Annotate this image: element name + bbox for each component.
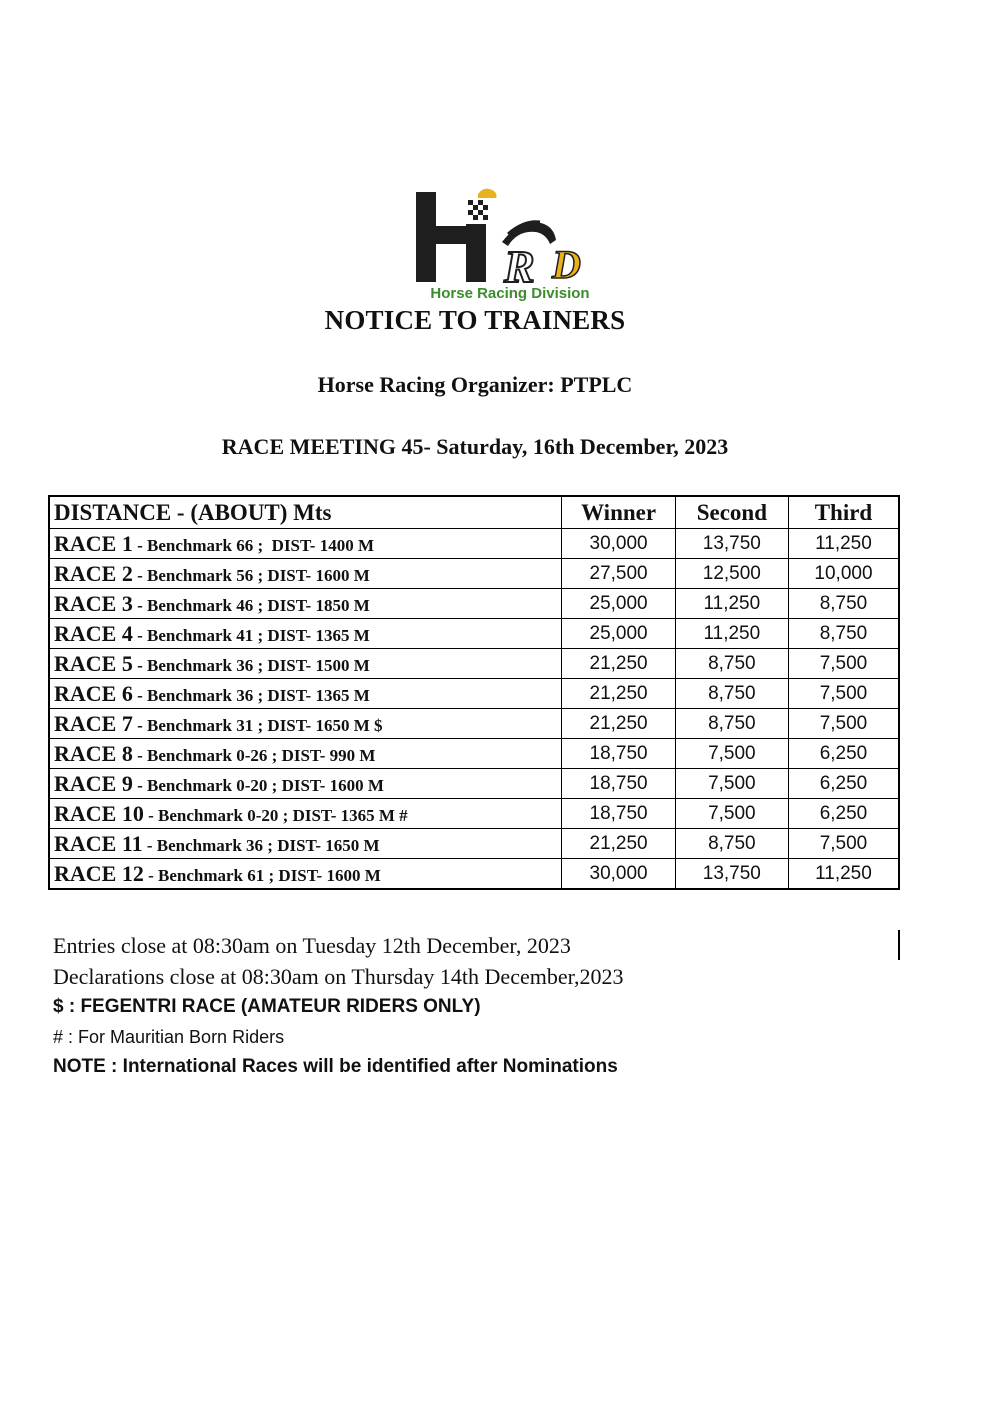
race-detail: - Benchmark 0-20 ; DIST- 1600 M	[132, 775, 384, 795]
race-description-cell	[49, 559, 562, 589]
prize-winner-cell: 30,000	[562, 529, 675, 559]
prize-winner-cell: 27,500	[562, 559, 675, 589]
race-detail: - Benchmark 31 ; DIST- 1650 M $	[132, 715, 383, 735]
prize-winner-cell: 21,250	[562, 829, 675, 859]
table-row	[49, 589, 899, 619]
prize-second-cell: 7,500	[675, 739, 788, 769]
prize-second-cell: 12,500	[675, 559, 788, 589]
prize-winner-cell: 25,000	[562, 589, 675, 619]
prize-third-cell: 10,000	[788, 559, 899, 589]
race-detail: - Benchmark 41 ; DIST- 1365 M	[132, 625, 370, 645]
prize-third-cell: 8,750	[788, 589, 899, 619]
race-description-cell	[49, 769, 562, 799]
race-description-cell	[49, 709, 562, 739]
prize-third-cell: 7,500	[788, 709, 899, 739]
logo-caption: Horse Racing Division	[430, 285, 590, 302]
table-row	[49, 739, 899, 769]
prize-second-cell: 11,250	[675, 589, 788, 619]
race-name: RACE 12	[54, 860, 144, 886]
page-title: NOTICE TO TRAINERS	[324, 305, 626, 335]
race-name: RACE 7	[54, 710, 133, 736]
organizer-line: Horse Racing Organizer: PTPLC	[317, 372, 633, 397]
prize-second-cell: 13,750	[675, 859, 788, 890]
race-name: RACE 8	[54, 740, 133, 766]
table-row	[49, 529, 899, 559]
race-name: RACE 4	[54, 620, 133, 646]
international-note: NOTE : International Races will be identified after Nominations	[53, 1056, 618, 1077]
prize-second-cell: 8,750	[675, 709, 788, 739]
race-description-cell	[49, 649, 562, 679]
race-description-cell	[49, 859, 562, 890]
race-description-cell	[49, 529, 562, 559]
prize-second-cell: 11,250	[675, 619, 788, 649]
race-detail: - Benchmark 36 ; DIST- 1650 M	[142, 835, 380, 855]
declarations-note: Declarations close at 08:30am on Thursday 14th December,2023	[53, 964, 624, 989]
logo-h-crossbar	[436, 226, 466, 244]
prize-winner-cell: 25,000	[562, 619, 675, 649]
prize-third-cell: 6,250	[788, 769, 899, 799]
prize-winner-cell: 21,250	[562, 709, 675, 739]
prize-second-cell: 7,500	[675, 799, 788, 829]
prize-third-cell: 7,500	[788, 649, 899, 679]
race-detail: - Benchmark 0-20 ; DIST- 1365 M #	[143, 805, 408, 825]
notes-section	[53, 930, 903, 1082]
race-name: RACE 6	[54, 680, 133, 706]
race-name: RACE 11	[54, 830, 143, 856]
prize-second-cell: 13,750	[675, 529, 788, 559]
race-name: RACE 2	[54, 560, 133, 586]
table-row	[49, 679, 899, 709]
race-detail: - Benchmark 66 ; DIST- 1400 M	[132, 535, 374, 555]
logo-h-right-bar	[466, 224, 486, 282]
races-table	[48, 495, 900, 890]
jockey-silks-icon	[468, 200, 488, 220]
table-row	[49, 829, 899, 859]
race-detail: - Benchmark 61 ; DIST- 1600 M	[143, 865, 381, 885]
prize-winner-cell: 18,750	[562, 739, 675, 769]
race-detail: - Benchmark 36 ; DIST- 1500 M	[132, 655, 370, 675]
race-detail: - Benchmark 46 ; DIST- 1850 M	[132, 595, 370, 615]
prize-third-cell: 7,500	[788, 679, 899, 709]
race-description-cell	[49, 799, 562, 829]
prize-third-cell: 7,500	[788, 829, 899, 859]
prize-second-cell: 8,750	[675, 679, 788, 709]
header-winner: Winner	[562, 496, 675, 529]
prize-winner-cell: 18,750	[562, 769, 675, 799]
meeting-line: RACE MEETING 45- Saturday, 16th December, 2023	[221, 434, 729, 459]
race-description-cell	[49, 829, 562, 859]
race-description-cell	[49, 619, 562, 649]
prize-winner-cell: 21,250	[562, 679, 675, 709]
race-name: RACE 1	[54, 530, 133, 556]
race-name: RACE 5	[54, 650, 133, 676]
table-row	[49, 619, 899, 649]
fegentri-note: $ : FEGENTRI RACE (AMATEUR RIDERS ONLY)	[53, 996, 481, 1017]
logo-letter-r: R	[504, 241, 535, 292]
prize-winner-cell: 21,250	[562, 649, 675, 679]
prize-third-cell: 6,250	[788, 739, 899, 769]
prize-third-cell: 11,250	[788, 859, 899, 890]
table-row	[49, 649, 899, 679]
jockey-helmet-icon	[478, 189, 497, 198]
header-third: Third	[788, 496, 899, 529]
race-description-cell	[49, 739, 562, 769]
table-row	[49, 559, 899, 589]
logo-h-left-bar	[416, 192, 436, 282]
race-name: RACE 9	[54, 770, 133, 796]
table-row	[49, 709, 899, 739]
race-description-cell	[49, 589, 562, 619]
race-name: RACE 3	[54, 590, 133, 616]
prize-second-cell: 8,750	[675, 829, 788, 859]
header-distance: DISTANCE - (ABOUT) Mts	[49, 496, 562, 529]
entries-note: Entries close at 08:30am on Tuesday 12th December, 2023	[53, 933, 571, 958]
prize-winner-cell: 18,750	[562, 799, 675, 829]
table-row	[49, 799, 899, 829]
mauritian-note: # : For Mauritian Born Riders	[53, 1027, 285, 1047]
race-detail: - Benchmark 36 ; DIST- 1365 M	[132, 685, 370, 705]
prize-third-cell: 6,250	[788, 799, 899, 829]
race-name: RACE 10	[54, 800, 144, 826]
race-detail: - Benchmark 0-26 ; DIST- 990 M	[132, 745, 376, 765]
prize-third-cell: 11,250	[788, 529, 899, 559]
table-row	[49, 859, 899, 890]
header-second: Second	[675, 496, 788, 529]
logo-letter-d: D	[552, 242, 581, 287]
prize-second-cell: 7,500	[675, 769, 788, 799]
race-detail: - Benchmark 56 ; DIST- 1600 M	[132, 565, 370, 585]
table-row	[49, 769, 899, 799]
race-description-cell	[49, 679, 562, 709]
prize-second-cell: 8,750	[675, 649, 788, 679]
table-header-row	[49, 496, 899, 529]
prize-third-cell: 8,750	[788, 619, 899, 649]
prize-winner-cell: 30,000	[562, 859, 675, 890]
